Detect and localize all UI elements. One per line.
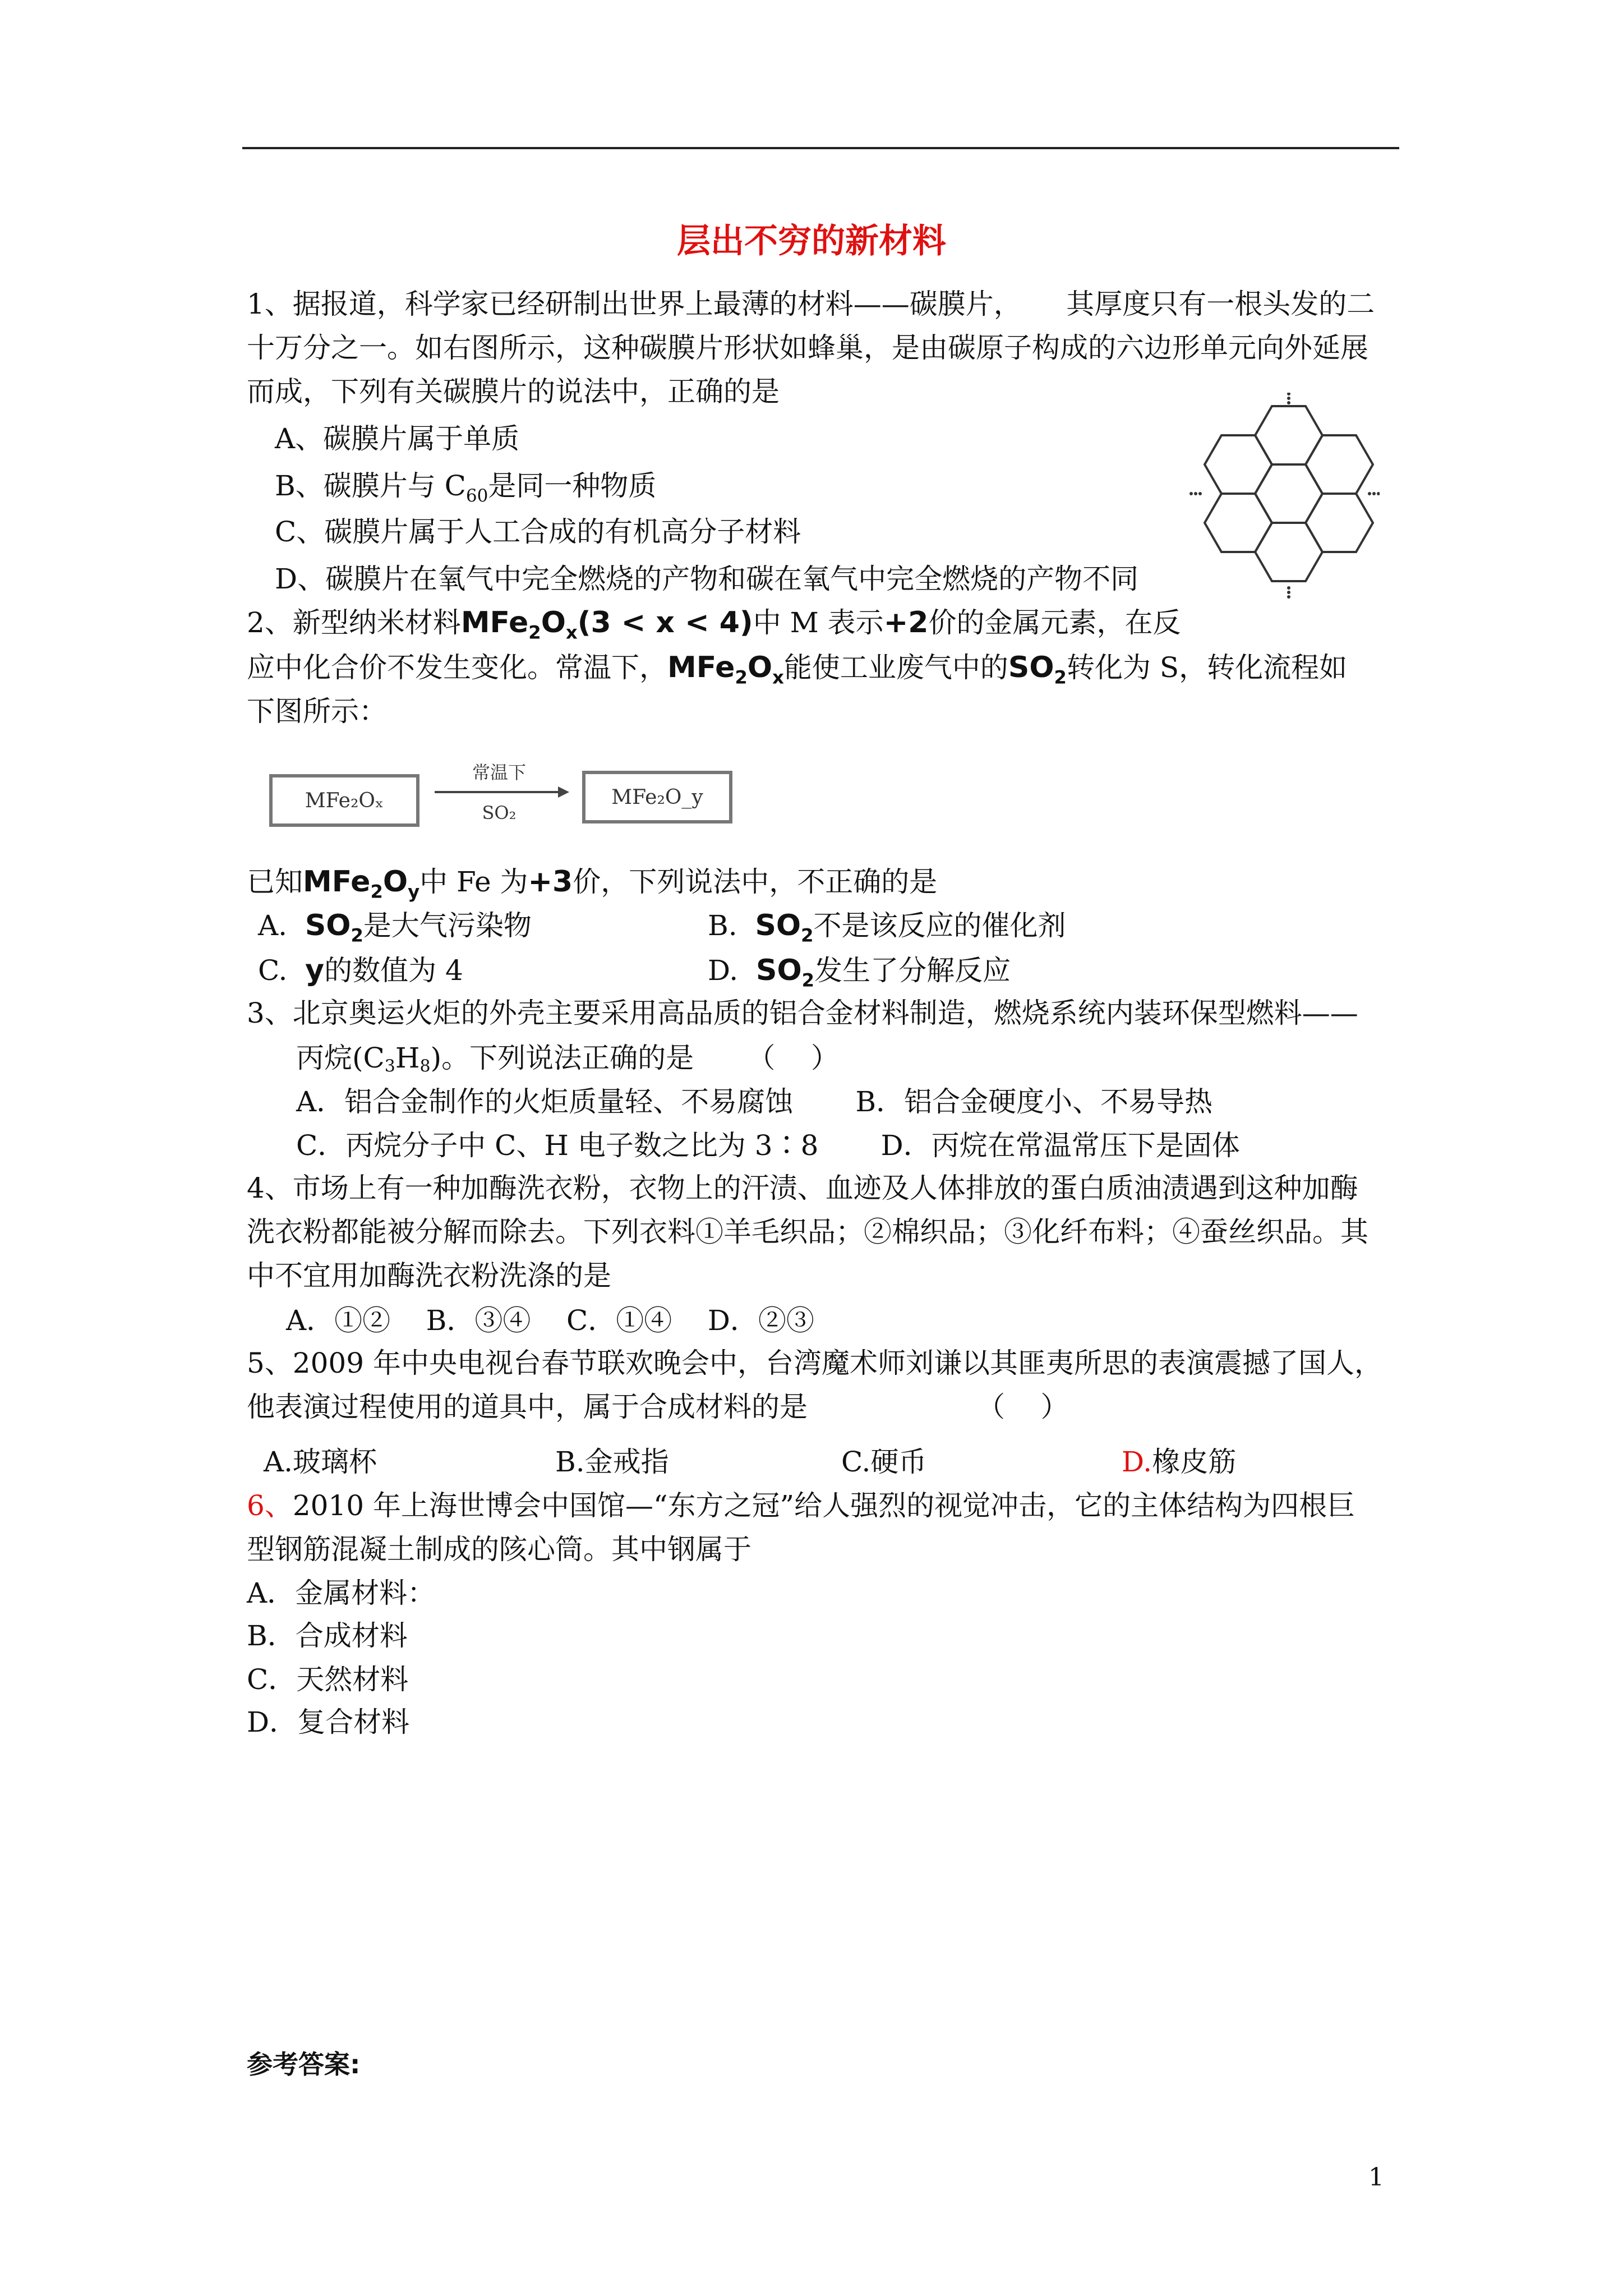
q5-line1: 5、2009 年中央电视台春节联欢晚会中，台湾魔术师刘谦以其匪夷所思的表演震撼了国人， xyxy=(247,1347,1382,1379)
hexagon xyxy=(1205,494,1272,552)
q6-line2: 型钢筋混凝土制成的陔心筒。其中钢属于 xyxy=(247,1533,751,1566)
page-title: 层出不穷的新材料 xyxy=(677,222,946,261)
q6-option-a: A．金属材料： xyxy=(247,1577,436,1609)
q2-option-c: C. y的数值为 4 xyxy=(258,954,463,987)
hexagon xyxy=(1255,464,1322,523)
q1-option-c: C、碳膜片属于人工合成的有机高分子材料 xyxy=(275,516,801,548)
flow-box-left: MFe₂Oₓ xyxy=(269,774,419,827)
q3-line2: 丙烷(C3H8)。下列说法正确的是 （ ） xyxy=(296,1042,840,1076)
flow-arrow-label-bottom: SO₂ xyxy=(482,802,517,823)
q3-options-ab: A．铝合金制作的火炬质量轻、不易腐蚀 B．铝合金硬度小、不易导热 xyxy=(296,1085,1213,1118)
q2-option-d: D. $SO_2$发生了分解反应 xyxy=(708,954,1011,991)
q2-line3: 下图所示： xyxy=(247,695,387,728)
hexagon xyxy=(1306,435,1373,494)
hexagon xyxy=(1255,523,1322,581)
q5-option-c: C.硬币 xyxy=(841,1446,927,1478)
honeycomb-diagram xyxy=(1189,393,1380,600)
q6-line1: 6、2010 年上海世博会中国馆—“东方之冠”给人强烈的视觉冲击，它的主体结构为四根巨 xyxy=(247,1489,1355,1522)
header-rule xyxy=(242,147,1399,149)
q1-line3: 而成，下列有关碳膜片的说法中，正确的是 xyxy=(247,375,780,408)
q1-option-a: A、碳膜片属于单质 xyxy=(275,422,520,455)
q2-option-a: A. $SO_2$是大气污染物 xyxy=(258,909,532,946)
q4-line2: 洗衣粉都能被分解而除去。下列衣料①羊毛织品；②棉织品；③化纤布料；④蚕丝织品。其 xyxy=(247,1216,1368,1248)
q3-line1: 3、北京奥运火炬的外壳主要采用高品质的铝合金材料制造，燃烧系统内装环保型燃料—— xyxy=(247,997,1358,1029)
hexagon xyxy=(1205,435,1272,494)
q4-line3: 中不宜用加酶洗衣粉洗涤的是 xyxy=(247,1259,611,1292)
q4-line1: 4、市场上有一种加酶洗衣粉，衣物上的汗渍、血迹及人体排放的蛋白质油渍遇到这种加酶 xyxy=(247,1172,1358,1204)
q5-option-a: A.玻璃杯 xyxy=(264,1446,377,1478)
q5-line2: 他表演过程使用的道具中，属于合成材料的是 （ ） xyxy=(247,1391,1069,1423)
q6-option-d: D．复合材料 xyxy=(247,1706,410,1738)
hexagon xyxy=(1306,494,1373,552)
q5-option-b: B.金戒指 xyxy=(555,1446,669,1478)
q1-line1: 1、据报道，科学家已经研制出世界上最薄的材料——碳膜片， 其厚度只有一根头发的二 xyxy=(247,288,1375,320)
q1-option-d: D、碳膜片在氧气中完全燃烧的产物和碳在氧气中完全燃烧的产物不同 xyxy=(275,563,1139,595)
hexagon xyxy=(1255,406,1322,464)
q2-option-b: B. $SO_2$不是该反应的催化剂 xyxy=(708,909,1066,946)
q6-option-b: B．合成材料 xyxy=(247,1619,408,1652)
q3-options-cd: C．丙烷分子中 C、H 电子数之比为 3∶8 D．丙烷在常温常压下是固体 xyxy=(296,1129,1240,1162)
flow-arrow xyxy=(435,785,569,799)
q2-line2: 应中化合价不发生变化。常温下，$MFe_2O_x$能使工业废气中的$SO_2$转化为 S，转化流程如 xyxy=(247,651,1348,688)
q4-options: A．①② B．③④ C．①④ D．②③ xyxy=(286,1304,814,1337)
q2-known-line: 已知$MFe_2O_y$中 Fe 为+3价，下列说法中，不正确的是 xyxy=(247,865,938,903)
q2-line1: 2、新型纳米材料$MFe_2O_x(3 < x < 4)$中 M 表示+2价的金属元素，在反 xyxy=(247,606,1181,643)
flow-arrow-label-top: 常温下 xyxy=(472,762,526,783)
q1-line2: 十万分之一。如右图所示，这种碳膜片形状如蜂巢，是由碳原子构成的六边形单元向外延展 xyxy=(247,332,1368,364)
flow-box-right: MFe₂O_y xyxy=(582,771,732,823)
q1-option-b: B、碳膜片与 $C_{60}$是同一种物质 xyxy=(275,470,657,506)
answer-heading: 参考答案: xyxy=(247,2049,361,2079)
page-number: 1 xyxy=(1368,2163,1384,2192)
q6-option-c: C．天然材料 xyxy=(247,1663,409,1696)
q5-option-d: D.橡皮筋 xyxy=(1122,1446,1237,1478)
